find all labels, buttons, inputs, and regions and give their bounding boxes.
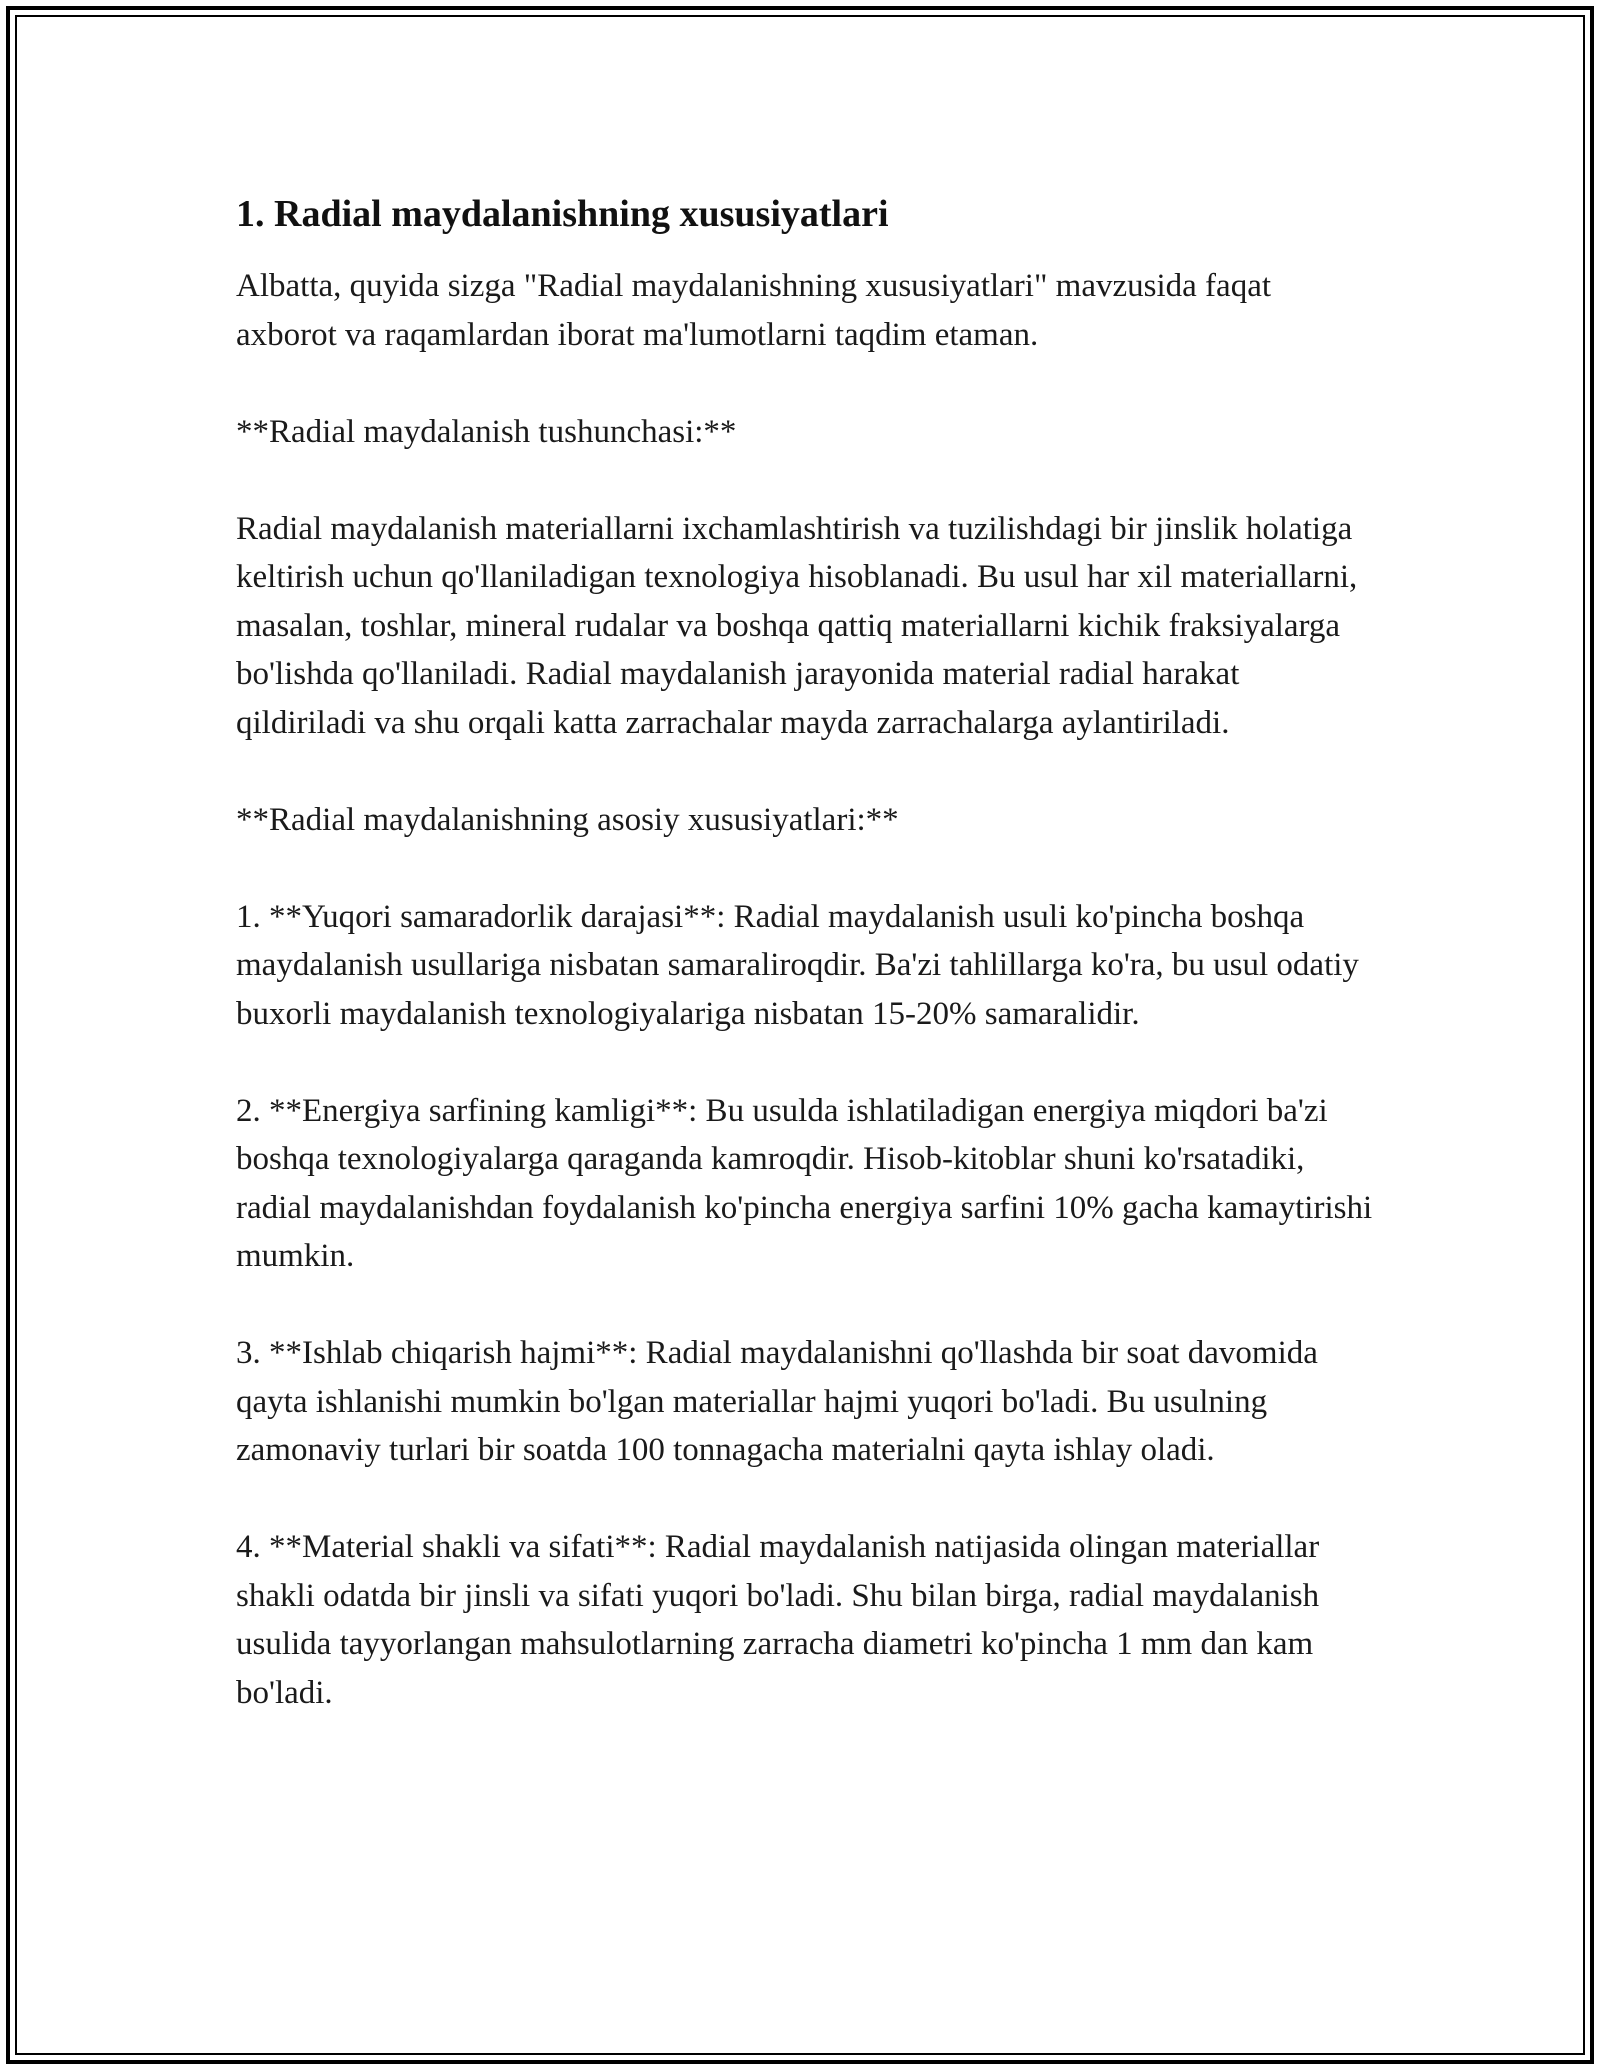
concept-paragraph: Radial maydalanish materiallarni ixchamlashtirish va tuzilishdagi bir jinslik holatiga keltirish uchun qo'llaniladigan texnologiya hisoblanadi. Bu usul har xil materiallarni, masalan, toshlar, mineral rudalar va boshqa qattiq materiallarni kichik fraksiyalarga bo'lishda qo'llaniladi. Radial maydalanish jarayonida material radial harakat qildiriladi va shu orqali katta zarrachalar mayda zarrachalarga aylantiriladi.	[236, 510, 1358, 741]
features-heading: **Radial maydalanishning asosiy xususiyatlari:**	[236, 801, 899, 838]
feature-item-4: 4. **Material shakli va sifati**: Radial maydalanish natijasida olingan materiallar shakli odatda bir jinsli va sifati yuqori bo'ladi. Shu bilan birga, radial maydalanish usulida tayyorlangan mahsulotlarning zarracha diametri ko'pincha 1 mm dan kam bo'ladi.	[236, 1529, 1320, 1711]
intro-paragraph: Albatta, quyida sizga "Radial maydalanishning xususiyatlari" mavzusida faqat axborot va raqamlardan iborat ma'lumotlarni taqdim etaman.	[236, 268, 1272, 353]
feature-item-1: 1. **Yuqori samaradorlik darajasi**: Radial maydalanish usuli ko'pincha boshqa maydalanish usullariga nisbatan samaraliroqdir. Ba'zi tahlillarga ko'ra, bu usul odatiy buxorli maydalanish texnologiyalariga nisbatan 15-20% samaralidir.	[236, 898, 1359, 1032]
feature-item-3: 3. **Ishlab chiqarish hajmi**: Radial maydalanishni qo'llashda bir soat davomida qayta ishlanishi mumkin bo'lgan materiallar hajmi yuqori bo'ladi. Bu usulning zamonaviy turlari bir soatda 100 tonnagacha materialni qayta ishlay oladi.	[236, 1335, 1318, 1468]
feature-item-2: 2. **Energiya sarfining kamligi**: Bu usulda ishlatiladigan energiya miqdori ba'zi boshqa texnologiyalarga qaraganda kamroqdir. Hisob-kitoblar shuni ko'rsatadiki, radial maydalanishdan foydalanish ko'pincha energiya sarfini 10% gacha kamaytirishi mumkin.	[236, 1092, 1373, 1274]
document-title: 1. Radial maydalanishning xususiyatlari	[236, 193, 889, 235]
document-body	[236, 188, 1376, 1766]
concept-heading: **Radial maydalanish tushunchasi:**	[236, 413, 737, 450]
